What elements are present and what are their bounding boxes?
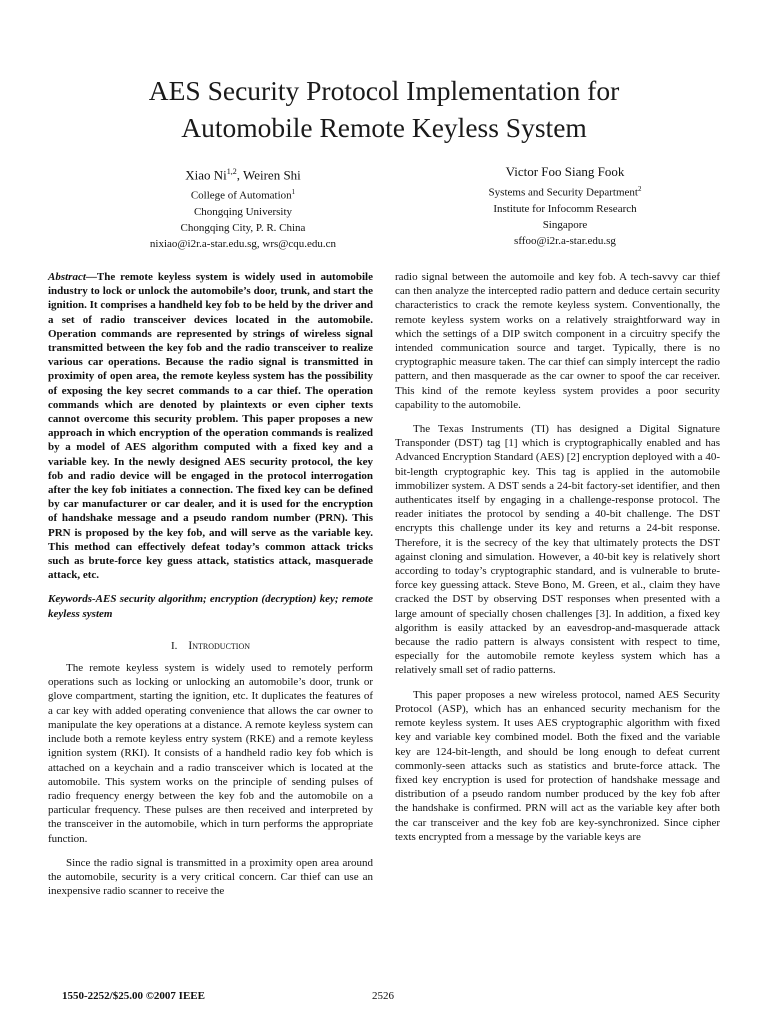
section-title: Introduction [188,639,251,652]
paper-title [60,72,708,146]
author-university: Chongqing University [193,205,293,218]
abstract-text: The remote keyless system is widely used in automobile industry to lock or unlock the automobile’s door, trunk, and start the ignition. It comprises a handheld key fob to be held by the driver and a set of radio transceiver devices located in the automobile. Operation commands are represented by strings of wireless signal transmitted between the key fob and the radio transceiver to realize various car operations. Because the radio signal is transmitted in proximity of open area, the remote keyless system has the possibility of exposing the key secret commands to a car thief. The operation commands which are denoted by plaintexts or even cipher texts cannot overcome this security problem. This paper proposes a new approach in which encryption of the operation commands is realized by a model of AES algorithm computed with a fixed key and a variable key. In the newly designed AES security protocol, the key fob and radio device will be engaged in the protocol interrogation after the key fob initiates a connection. The fixed key can be defined by car manufacturer or car dealer, and it is used for the encryption of handshake message and a pseudo random number (PRN). This PRN is proposed by the key fob, and will serve as the variable key. This method can effectively defeat today’s common attack tricks such as brute-force key guess attack, statistics attack, masquerade attack, etc. [48,271,373,582]
paragraph: The remote keyless system is widely used to remotely perform operations such as locking or unlocking an automobile’s door, trunk or glove compartment, starting the ignition, etc. It duplicates the features of a car key with added operating convenience that allows the car owner to manipulate the key operations at a distance. A remote keyless system can include both a remote keyless entry system (RKE) and a remote keyless ignition system (RKI). It consists of a handheld radio key fob which is attached on a keychain and a radio transceiver which is located at the automobile. This system works on the principle of sending pulses of radio frequency energy between the key fob and the automobile on a particular frequency. These pulses are then received and interpreted by the transceiver in the automobile, which in turn performs the appropriate function. [48,662,373,845]
paragraph: This paper proposes a new wireless protocol, named AES Security Protocol (ASP), which has an enhanced security mechanism for the remote keyless system. It uses AES cryptographic algorithm with fixed key and variable key combined model. Both the fixed and the variable key are 124-bit-length, and should be long enough to defeat current commonly-seen attacks such as statistics and brute-force attack. The fixed key encryption is used for protection of handshake message and distribution of a pseudo random number produced by the key fob after the handshake is confirmed. PRN will act as the variable key after both the car transceiver and the key fob are key-synchronized. Since cipher texts encrypted from a message by the variable keys are [395,688,720,843]
paragraph: Since the radio signal is transmitted in a proximity open area around the automobile, security is a very critical concern. Car thief can use an inexpensive radio scanner to receive the [48,856,373,898]
author-block-right [440,163,690,249]
paragraph: The Texas Instruments (TI) has designed a Digital Signature Transponder (DST) tag [1] which is cryptographically enabled and has Advanced Encryption Standard (AES) [2] encryption deployed with a 40-bit-length cryptographic key. This tag is applied in the automobile immobilizer system. A DST sends a 24-bit factory-set identifier, and then authenticates itself by engaging in a challenge-response protocol. The reader initiates the protocol by sending a 40-bit challenge. The DST encrypts this challenge under its key and returns a 24-bit response. Therefore, it is the secrecy of the key that ultimately protects the DST against cloning and simulation. However, a 40-bit key is relatively short according to today’s cryptographic standard, and is vulnerable to brute-force key guessing attack. Steve Bono, M. Green, et al., claim they have cracked the DST by observing DST responses when presented with a large amount of specially chosen challenges [3]. In addition, a fixed key algorithm is easily attacked by an eavesdrop-and-masquerade attack because the radio pattern is always consistent with respect to time, especially for the automobile remote keyless system which has a relatively small set of radio patterns. [395,423,720,677]
author-city: Singapore [542,218,588,231]
author-department [118,184,368,204]
abstract [48,270,373,582]
author-email[interactable]: sffoo@i2r.a-star.edu.sg [514,234,616,247]
abstract-label: Abstract [48,271,86,283]
paper-title-line-2: Automobile Remote Keyless System [181,112,587,143]
left-column [48,270,373,908]
right-column [395,270,720,854]
department-name: College of Automation [190,189,292,202]
author-email[interactable]: nixiao@i2r.a-star.edu.sg, wrs@cqu.edu.cn [149,237,337,250]
department-name: Systems and Security Department [488,186,638,199]
section-number: I. [170,639,178,652]
author-department [440,181,690,201]
department-affiliation-mark: 2 [637,185,642,193]
footer-issn: 1550-2252/$25.00 ©2007 IEEE [62,990,205,1002]
paper-title-line-1: AES Security Protocol Implementation for [148,75,620,106]
author-name: Xiao Ni [185,167,227,183]
department-affiliation-mark: 1 [291,188,296,197]
page-number: 2526 [372,990,394,1002]
keywords: Keywords-AES security algorithm; encryption (decryption) key; remote keyless system [48,593,373,620]
section-heading-introduction [48,639,373,653]
author-institute: Institute for Infocomm Research [493,202,637,215]
abstract-dash: — [85,271,97,283]
author-names [118,163,368,184]
author-block-left [118,163,368,252]
author-name-rest: , Weiren Shi [236,167,301,183]
author-affiliation-mark: 1,2 [226,167,237,176]
paragraph: radio signal between the automoile and key fob. A tech-savvy car thief can then analyze the intercepted radio pattern and deduce certain security characteristics to crack the remote keyless system. Conventionally, the remote keyless system works on a relatively straightforward way in which the settings of a DIP switch component in a circuitry specify the intended communication source and target. Typically, there is no cryptographic measure taken. The car thief can simply intercept the radio pattern, and then masquerade as the car owner to spoof the car receiver. This kind of the remote keyless system provides a poor security capability to the automobile. [395,271,720,411]
author-names: Victor Foo Siang Fook [505,164,625,179]
author-city: Chongqing City, P. R. China [180,221,306,234]
